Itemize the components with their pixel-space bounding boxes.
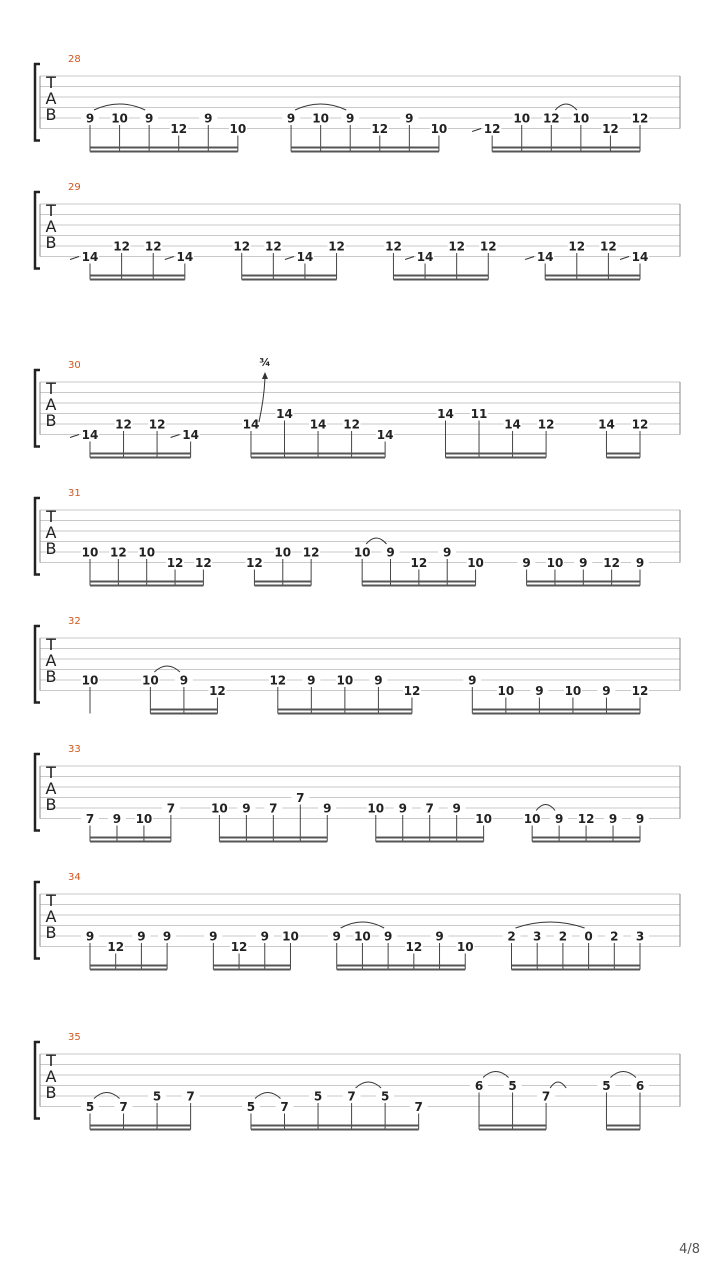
tab-clef-letter: B bbox=[45, 105, 57, 124]
fret-number: 5 bbox=[246, 1100, 256, 1114]
fret-number: 12 bbox=[542, 111, 560, 126]
fret-number: 5 bbox=[85, 1100, 95, 1114]
tab-clef-letter: B bbox=[45, 667, 57, 686]
fret-number: 7 bbox=[541, 1089, 551, 1104]
tab-clef-letter: B bbox=[45, 539, 57, 558]
fret-number: 11 bbox=[470, 407, 488, 421]
fret-number: 12 bbox=[113, 239, 130, 254]
fret-number: 12 bbox=[403, 684, 421, 698]
fret-number: 10 bbox=[274, 545, 292, 560]
fret-number: 12 bbox=[410, 556, 428, 570]
fret-number: 14 bbox=[376, 428, 394, 442]
fret-number: 9 bbox=[635, 812, 645, 826]
fret-number: 14 bbox=[296, 250, 314, 264]
tab-clef-letter: T bbox=[46, 201, 56, 220]
tab-system bbox=[35, 182, 680, 280]
fret-number: 12 bbox=[343, 417, 360, 432]
fret-number: 2 bbox=[558, 929, 568, 944]
fret-number: 6 bbox=[474, 1079, 484, 1093]
fret-number: 0 bbox=[584, 929, 593, 944]
fret-number: 12 bbox=[371, 122, 389, 136]
fret-number: 12 bbox=[479, 239, 497, 254]
tab-system bbox=[35, 356, 680, 458]
fret-number: 10 bbox=[475, 812, 492, 826]
fret-number: 12 bbox=[328, 239, 345, 254]
fret-number: 9 bbox=[383, 929, 393, 944]
tab-clef-letter: T bbox=[46, 1051, 56, 1070]
fret-number: 14 bbox=[81, 250, 99, 264]
fret-number: 12 bbox=[568, 239, 586, 254]
fret-number: 9 bbox=[608, 812, 618, 826]
fret-number: 9 bbox=[443, 545, 452, 560]
fret-number: 6 bbox=[635, 1079, 645, 1093]
fret-number: 10 bbox=[336, 673, 354, 688]
fret-number: 12 bbox=[537, 417, 555, 432]
fret-number: 7 bbox=[425, 801, 434, 816]
fret-number: 9 bbox=[260, 929, 269, 944]
tab-clef-letter: B bbox=[45, 923, 57, 942]
fret-number: 10 bbox=[142, 673, 159, 688]
tab-system bbox=[35, 744, 680, 842]
tab-clef-letter: B bbox=[45, 795, 57, 814]
system-bracket bbox=[35, 754, 40, 831]
measure-number: 28 bbox=[68, 54, 81, 65]
fret-number: 9 bbox=[209, 929, 218, 944]
fret-number: 9 bbox=[179, 673, 189, 688]
fret-number: 7 bbox=[280, 1100, 289, 1114]
fret-number: 12 bbox=[577, 812, 595, 826]
fret-number: 12 bbox=[631, 111, 649, 126]
fret-number: 9 bbox=[535, 684, 544, 698]
fret-number: 9 bbox=[286, 111, 296, 126]
fret-number: 12 bbox=[600, 239, 617, 254]
fret-number: 9 bbox=[452, 801, 461, 816]
fret-number: 9 bbox=[405, 111, 414, 126]
measure-number: 34 bbox=[68, 872, 81, 883]
fret-number: 10 bbox=[467, 556, 484, 570]
fret-number: 9 bbox=[85, 111, 95, 126]
tab-clef-letter: A bbox=[45, 89, 57, 108]
fret-number: 10 bbox=[282, 929, 299, 944]
fret-number: 12 bbox=[144, 239, 162, 254]
system-bracket bbox=[35, 626, 40, 703]
fret-number: 9 bbox=[162, 929, 172, 944]
fret-number: 9 bbox=[374, 673, 383, 688]
fret-number: 10 bbox=[513, 111, 531, 126]
tab-clef-letter: T bbox=[46, 635, 56, 654]
fret-number: 9 bbox=[144, 111, 154, 126]
fret-number: 14 bbox=[416, 250, 434, 264]
fret-number: 9 bbox=[554, 812, 564, 826]
tab-system bbox=[35, 488, 680, 586]
fret-number: 12 bbox=[230, 940, 248, 954]
fret-number: 14 bbox=[309, 417, 327, 432]
measure-number: 31 bbox=[68, 488, 81, 499]
tab-clef-letter: A bbox=[45, 907, 57, 926]
fret-number: 5 bbox=[152, 1089, 162, 1104]
tab-clef-letter: T bbox=[46, 891, 56, 910]
fret-number: 10 bbox=[353, 545, 371, 560]
fret-number: 14 bbox=[242, 417, 260, 432]
fret-number: 7 bbox=[269, 801, 278, 816]
fret-number: 10 bbox=[354, 929, 371, 944]
tab-clef-letter: T bbox=[46, 507, 56, 526]
measure-number: 33 bbox=[68, 744, 81, 755]
fret-number: 9 bbox=[307, 673, 316, 688]
fret-number: 7 bbox=[119, 1100, 128, 1114]
fret-number: 14 bbox=[81, 428, 99, 442]
measure-number: 30 bbox=[68, 360, 81, 371]
system-bracket bbox=[35, 64, 40, 141]
fret-number: 14 bbox=[276, 407, 293, 421]
fret-number: 10 bbox=[564, 684, 582, 698]
fret-number: 10 bbox=[211, 801, 228, 816]
system-bracket bbox=[35, 498, 40, 575]
fret-number: 14 bbox=[536, 250, 554, 264]
tab-system bbox=[35, 872, 680, 970]
fret-number: 7 bbox=[166, 801, 176, 816]
fret-number: 2 bbox=[610, 929, 619, 944]
fret-number: 9 bbox=[242, 801, 251, 816]
system-bracket bbox=[35, 1042, 40, 1119]
fret-number: 12 bbox=[195, 556, 212, 570]
fret-number: 9 bbox=[635, 556, 645, 570]
fret-number: 14 bbox=[598, 417, 615, 432]
fret-number: 12 bbox=[109, 545, 127, 560]
fret-number: 10 bbox=[497, 684, 515, 698]
fret-number: 10 bbox=[229, 122, 247, 136]
measure-number: 32 bbox=[68, 616, 81, 627]
fret-number: 7 bbox=[85, 812, 95, 826]
fret-number: 14 bbox=[176, 250, 194, 264]
fret-number: 12 bbox=[405, 940, 423, 954]
fret-number: 12 bbox=[483, 122, 501, 136]
fret-number: 12 bbox=[448, 239, 466, 254]
fret-number: 10 bbox=[138, 545, 156, 560]
fret-number: 14 bbox=[504, 417, 521, 432]
tab-clef-letter: A bbox=[45, 651, 57, 670]
fret-number: 5 bbox=[508, 1079, 517, 1093]
page-number: 4/8 bbox=[679, 1242, 700, 1257]
tab-clef-letter: B bbox=[45, 411, 57, 430]
fret-number: 10 bbox=[456, 940, 474, 954]
system-bracket bbox=[35, 882, 40, 959]
fret-number: 3 bbox=[533, 929, 542, 944]
fret-number: 10 bbox=[81, 545, 99, 560]
fret-number: 12 bbox=[603, 556, 621, 570]
fret-number: 7 bbox=[296, 791, 305, 805]
fret-number: 5 bbox=[313, 1089, 323, 1104]
fret-number: 10 bbox=[367, 801, 385, 816]
tab-clef-letter: B bbox=[45, 233, 57, 252]
tab-clef-letter: A bbox=[45, 217, 57, 236]
fret-number: 12 bbox=[631, 417, 649, 432]
fret-number: 12 bbox=[631, 684, 649, 698]
fret-number: 12 bbox=[264, 239, 282, 254]
fret-number: 9 bbox=[579, 556, 588, 570]
tab-system bbox=[35, 54, 680, 152]
tab-clef-letter: A bbox=[45, 523, 57, 542]
tab-system bbox=[35, 1032, 680, 1130]
fret-number: 7 bbox=[347, 1089, 356, 1104]
fret-number: 10 bbox=[430, 122, 448, 136]
fret-number: 12 bbox=[246, 556, 263, 570]
bend-arrow bbox=[259, 374, 265, 422]
fret-number: 12 bbox=[302, 545, 320, 560]
fret-number: 12 bbox=[148, 417, 166, 432]
fret-number: 10 bbox=[312, 111, 329, 126]
fret-number: 9 bbox=[398, 801, 407, 816]
fret-number: 10 bbox=[81, 673, 99, 688]
fret-number: 12 bbox=[602, 122, 619, 136]
system-bracket bbox=[35, 370, 40, 447]
measure-number: 29 bbox=[68, 182, 81, 193]
fret-number: 9 bbox=[435, 929, 444, 944]
tab-clef-letter: T bbox=[46, 73, 56, 92]
fret-number: 9 bbox=[204, 111, 213, 126]
fret-number: 2 bbox=[507, 929, 516, 944]
fret-number: 10 bbox=[111, 111, 128, 126]
tab-system bbox=[35, 616, 680, 714]
fret-number: 9 bbox=[468, 673, 477, 688]
bend-arrowhead bbox=[262, 372, 268, 379]
measure-number: 35 bbox=[68, 1032, 81, 1043]
fret-number: 14 bbox=[182, 428, 199, 442]
fret-number: 9 bbox=[332, 929, 341, 944]
fret-number: 3 bbox=[635, 929, 645, 944]
fret-number: 9 bbox=[522, 556, 531, 570]
fret-number: 9 bbox=[112, 812, 122, 826]
fret-number: 10 bbox=[572, 111, 590, 126]
fret-number: 12 bbox=[385, 239, 402, 254]
fret-number: 7 bbox=[186, 1089, 195, 1104]
fret-number: 9 bbox=[602, 684, 611, 698]
fret-number: 9 bbox=[346, 111, 355, 126]
tab-clef-letter: A bbox=[45, 395, 57, 414]
tab-clef-letter: B bbox=[45, 1083, 57, 1102]
fret-number: 12 bbox=[115, 417, 132, 432]
fret-number: 12 bbox=[233, 239, 251, 254]
bend-amount: ¾ bbox=[259, 356, 271, 369]
tab-clef-letter: T bbox=[46, 379, 56, 398]
tab-clef-letter: A bbox=[45, 1067, 57, 1086]
fret-number: 9 bbox=[323, 801, 332, 816]
fret-number: 12 bbox=[107, 940, 125, 954]
system-bracket bbox=[35, 192, 40, 269]
fret-number: 9 bbox=[137, 929, 146, 944]
fret-number: 14 bbox=[631, 250, 649, 264]
fret-number: 12 bbox=[269, 673, 287, 688]
fret-number: 12 bbox=[170, 122, 188, 136]
tab-clef-letter: A bbox=[45, 779, 57, 798]
fret-number: 5 bbox=[602, 1079, 611, 1093]
fret-number: 5 bbox=[380, 1089, 390, 1104]
tab-clef-letter: T bbox=[46, 763, 56, 782]
fret-number: 12 bbox=[166, 556, 184, 570]
fret-number: 9 bbox=[386, 545, 395, 560]
fret-number: 12 bbox=[209, 684, 226, 698]
fret-number: 7 bbox=[414, 1100, 423, 1114]
fret-number: 10 bbox=[135, 812, 153, 826]
fret-number: 10 bbox=[546, 556, 564, 570]
fret-number: 9 bbox=[85, 929, 95, 944]
fret-number: 10 bbox=[523, 812, 541, 826]
fret-number: 14 bbox=[437, 407, 454, 421]
